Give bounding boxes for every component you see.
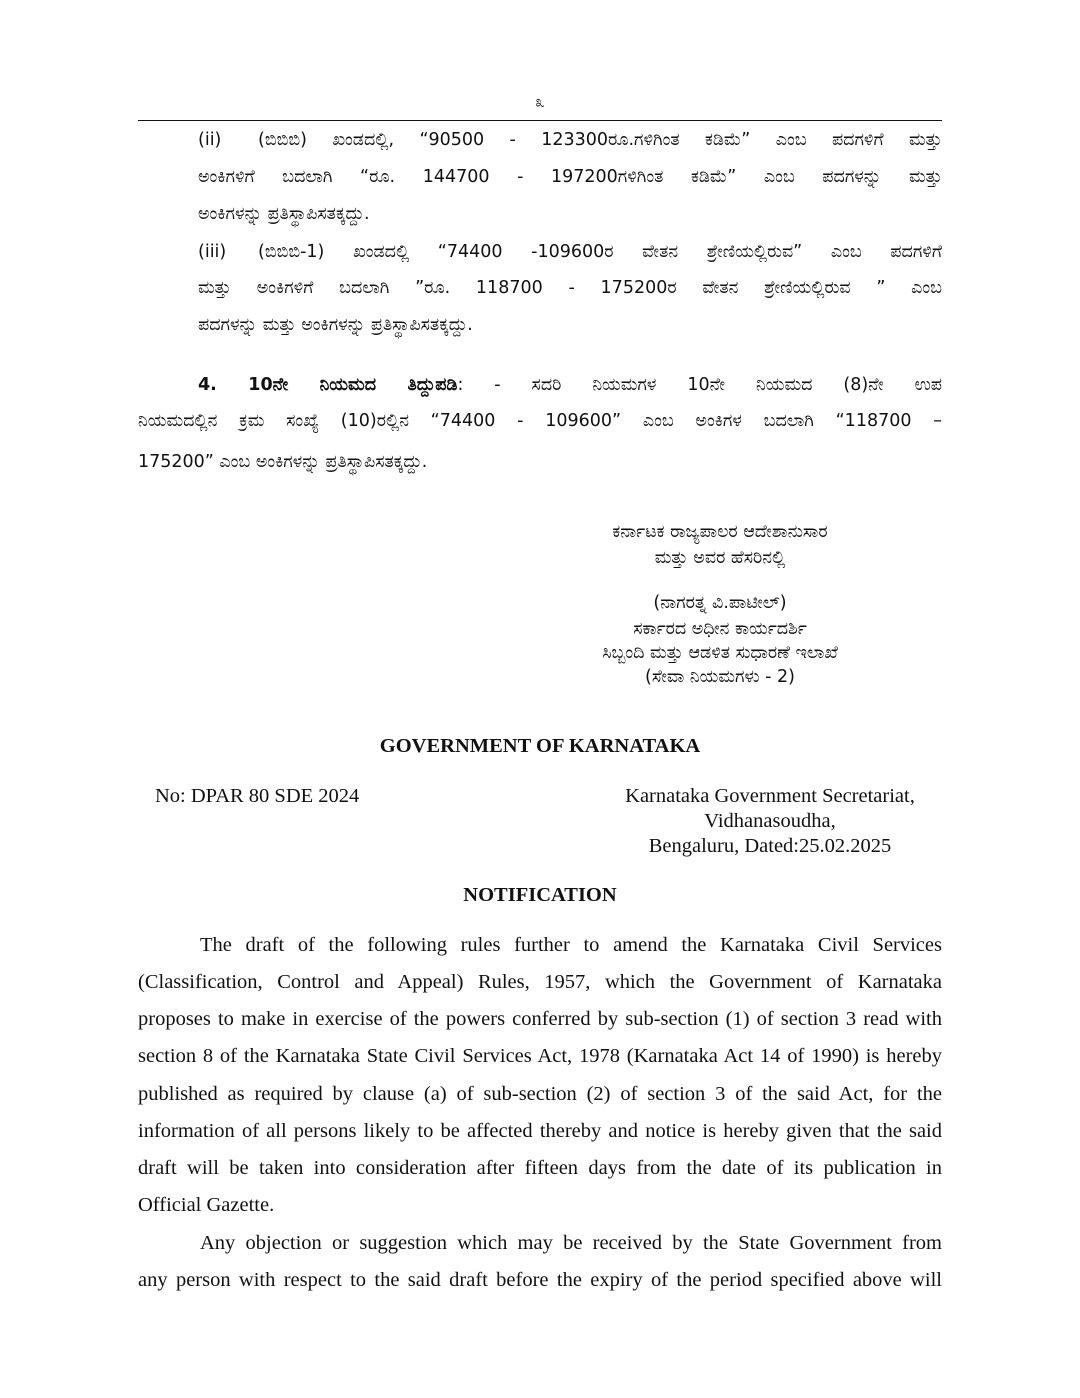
signatory-section: (ಸೇವಾ ನಿಯಮಗಳು - 2) (645, 667, 795, 687)
header-rule (138, 120, 942, 121)
government-heading-text: GOVERNMENT OF KARNATAKA (379, 735, 701, 757)
para1-line1: The draft of the following rules further to amend the Karnataka Civil Services (200, 934, 942, 956)
amendment-ii-line1: (ಬಿಬಿಬಿ) ಖಂಡದಲ್ಲಿ, “90500 - 123300ರೂ.ಗಳಿಗಿಂತ ಕಡಿಮೆ” ಎಂಬ ಪದಗಳಿಗೆ ಮತ್ತು (258, 130, 942, 150)
order-line2: ಮತ್ತು ಅವರ ಹೆಸರಿನಲ್ಲಿ (654, 548, 786, 568)
rule4-line1-text: : - ಸದರಿ ನಿಯಮಗಳ 10ನೇ ನಿಯಮದ (8)ನೇ ಉಪ (457, 375, 942, 395)
signatory-designation: ಸರ್ಕಾರದ ಅಧೀನ ಕಾರ್ಯದರ್ಶಿ (633, 619, 807, 639)
signatory-name: (ನಾಗರತ್ನ ವಿ.ಪಾಟೀಲ್) (653, 593, 787, 613)
address-line3: Bengaluru, Dated:25.02.2025 (648, 835, 892, 857)
government-heading (0, 735, 1080, 758)
notification-title-text: NOTIFICATION (463, 884, 617, 906)
amendment-ii-line3: ಅಂಕಿಗಳನ್ನು ಪ್ರತಿಸ್ಥಾಪಿಸತಕ್ಕದ್ದು. (198, 204, 370, 224)
page-number: ೩ (535, 92, 545, 112)
amendment-iii-line1: (ಬಿಬಿಬಿ-1) ಖಂಡದಲ್ಲಿ “74400 -109600ರ ವೇತನ ಶ್ರೇಣಿಯಲ್ಲಿರುವ” ಎಂಬ ಪದಗಳಿಗೆ (258, 242, 942, 262)
para2-line2: any person with respect to the said draft before the expiry of the period specified above will (138, 1269, 942, 1291)
reference-number: No: DPAR 80 SDE 2024 (155, 785, 360, 807)
para1-line5: published as required by clause (a) of sub-section (2) of section 3 of the said Act, for the (138, 1083, 942, 1105)
address-line1: Karnataka Government Secretariat, (625, 785, 915, 807)
rule4-line3: 175200” ಎಂಬ ಅಂಕಿಗಳನ್ನು ಪ್ರತಿಸ್ಥಾಪಿಸತಕ್ಕದ್ದು. (138, 452, 428, 472)
order-line1: ಕರ್ನಾಟಕ ರಾಜ್ಯಪಾಲರ ಆದೇಶಾನುಸಾರ (612, 522, 828, 542)
rule4-line2: ನಿಯಮದಲ್ಲಿನ ಕ್ರಮ ಸಂಖ್ಯೆ (10)ರಲ್ಲಿನ “74400 - 109600” ಎಂಬ ಅಂಕಿಗಳ ಬದಲಾಗಿ “118700 – (138, 411, 942, 431)
para1-line3: proposes to make in exercise of the powers conferred by sub-section (1) of section 3 read with (138, 1008, 942, 1030)
amendment-iii-line3: ಪದಗಳನ್ನು ಮತ್ತು ಅಂಕಿಗಳನ್ನು ಪ್ರತಿಸ್ಥಾಪಿಸತಕ್ಕದ್ದು. (198, 315, 473, 335)
amendment-iii-line2: ಮತ್ತು ಅಂಕಿಗಳಿಗೆ ಬದಲಾಗಿ ”ರೂ. 118700 - 175200ರ ವೇತನ ಶ್ರೇಣಿಯಲ್ಲಿರುವ ” ಎಂಬ (198, 278, 942, 298)
rule4-heading: 4. 10ನೇ ನಿಯಮದ ತಿದ್ದುಪಡಿ (198, 375, 458, 395)
signatory-department: ಸಿಬ್ಬಂದಿ ಮತ್ತು ಆಡಳಿತ ಸುಧಾರಣೆ ಇಲಾಖೆ (602, 643, 838, 663)
para1-line6: information of all persons likely to be affected thereby and notice is hereby given that the said (138, 1120, 942, 1142)
amendment-ii-tag: (ii) (198, 130, 222, 150)
rule4-line1 (198, 375, 942, 395)
para1-line8: Official Gazette. (138, 1194, 275, 1216)
para1-line7: draft will be taken into consideration after fifteen days from the date of its publication in (138, 1157, 942, 1179)
amendment-ii-line2: ಅಂಕಿಗಳಿಗೆ ಬದಲಾಗಿ “ರೂ. 144700 - 197200ಗಳಿಗಿಂತ ಕಡಿಮೆ” ಎಂಬ ಪದಗಳನ್ನು ಮತ್ತು (198, 167, 942, 187)
para2-line1: Any objection or suggestion which may be received by the State Government from (200, 1232, 942, 1254)
para1-line4: section 8 of the Karnataka State Civil Services Act, 1978 (Karnataka Act 14 of 1990) is hereby (138, 1045, 942, 1067)
para1-line2: (Classification, Control and Appeal) Rules, 1957, which the Government of Karnataka (138, 971, 942, 993)
address-line2: Vidhanasoudha, (704, 810, 836, 832)
amendment-iii-tag: (iii) (198, 242, 227, 262)
notification-title (0, 884, 1080, 907)
